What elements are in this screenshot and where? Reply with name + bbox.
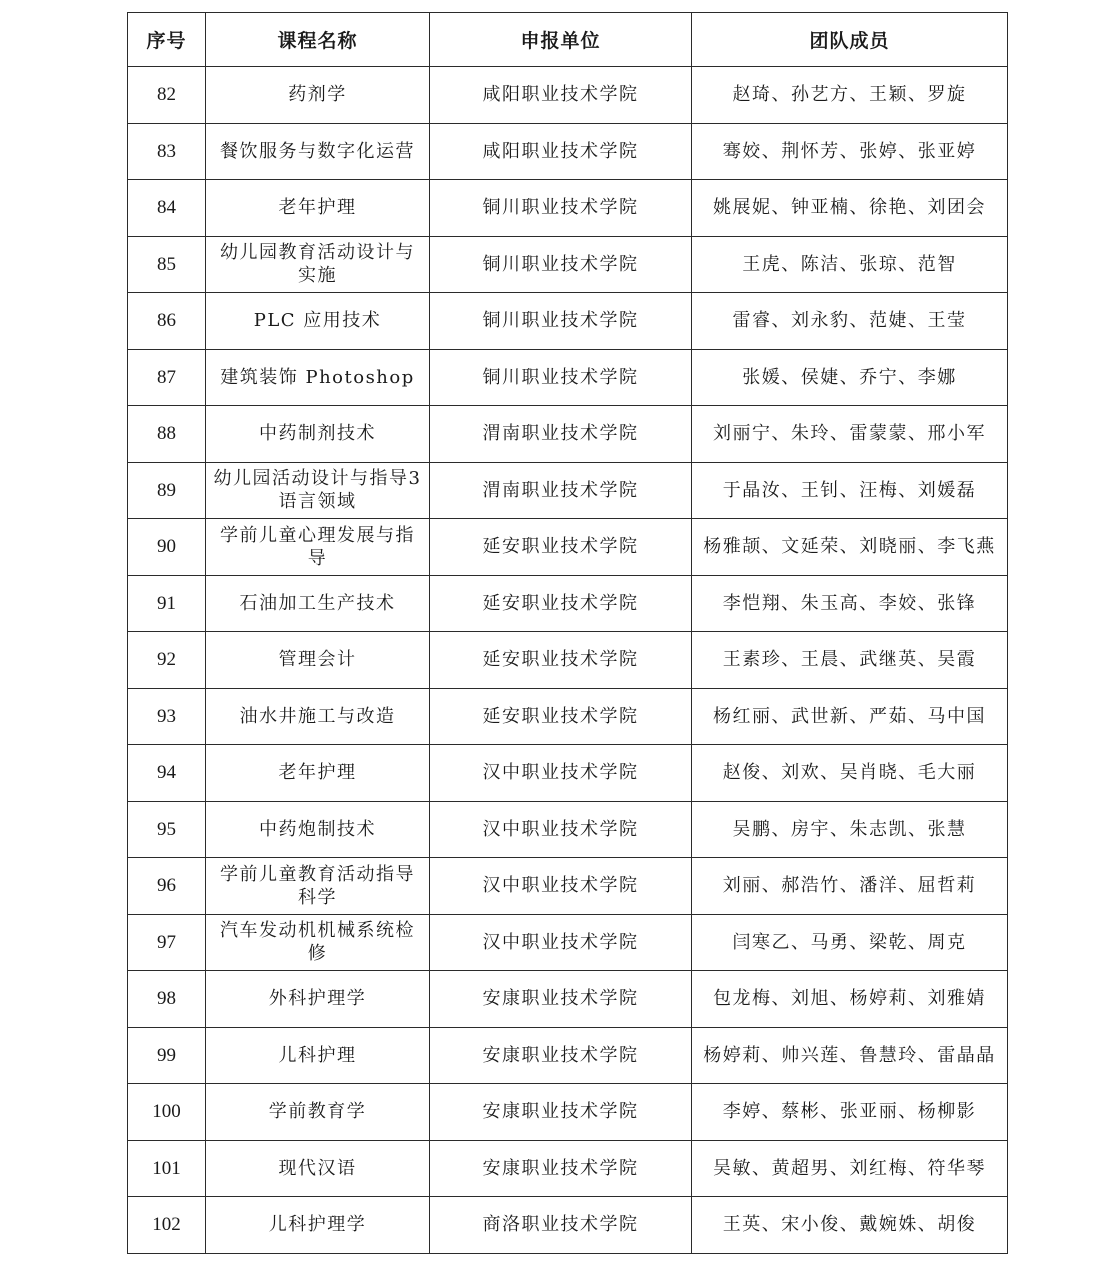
cell-applicant-unit: 安康职业技术学院 xyxy=(430,971,692,1028)
cell-index: 93 xyxy=(128,688,206,745)
cell-team-members: 王素珍、王晨、武继英、吴霞 xyxy=(692,632,1008,689)
cell-index: 92 xyxy=(128,632,206,689)
cell-course-name: 中药制剂技术 xyxy=(206,406,430,463)
cell-applicant-unit: 延安职业技术学院 xyxy=(430,519,692,576)
cell-team-members: 吴鹏、房宇、朱志凯、张慧 xyxy=(692,801,1008,858)
cell-course-name: 餐饮服务与数字化运营 xyxy=(206,123,430,180)
cell-applicant-unit: 铜川职业技术学院 xyxy=(430,236,692,293)
cell-applicant-unit: 延安职业技术学院 xyxy=(430,688,692,745)
header-team-members: 团队成员 xyxy=(692,13,1008,67)
table-row xyxy=(128,1027,1008,1084)
cell-index: 91 xyxy=(128,575,206,632)
cell-index: 90 xyxy=(128,519,206,576)
cell-team-members: 杨婷莉、帅兴莲、鲁慧玲、雷晶晶 xyxy=(692,1027,1008,1084)
cell-course-name: 建筑装饰 Photoshop xyxy=(206,349,430,406)
cell-team-members: 骞姣、荆怀芳、张婷、张亚婷 xyxy=(692,123,1008,180)
cell-team-members: 刘丽、郝浩竹、潘洋、屈哲莉 xyxy=(692,858,1008,915)
header-applicant-unit: 申报单位 xyxy=(430,13,692,67)
cell-course-name: 幼儿园教育活动设计与实施 xyxy=(206,236,430,293)
table-body xyxy=(128,67,1008,1254)
cell-index: 97 xyxy=(128,914,206,971)
cell-index: 88 xyxy=(128,406,206,463)
cell-index: 96 xyxy=(128,858,206,915)
cell-team-members: 于晶汝、王钊、汪梅、刘媛磊 xyxy=(692,462,1008,519)
table-row xyxy=(128,67,1008,124)
table-row xyxy=(128,519,1008,576)
cell-applicant-unit: 咸阳职业技术学院 xyxy=(430,67,692,124)
cell-team-members: 闫寒乙、马勇、梁乾、周克 xyxy=(692,914,1008,971)
cell-applicant-unit: 渭南职业技术学院 xyxy=(430,406,692,463)
table-row xyxy=(128,123,1008,180)
table-row xyxy=(128,745,1008,802)
cell-team-members: 杨雅颉、文延荣、刘晓丽、李飞燕 xyxy=(692,519,1008,576)
table-row xyxy=(128,632,1008,689)
cell-course-name: 管理会计 xyxy=(206,632,430,689)
cell-team-members: 雷睿、刘永豹、范婕、王莹 xyxy=(692,293,1008,350)
table-row xyxy=(128,236,1008,293)
cell-applicant-unit: 安康职业技术学院 xyxy=(430,1027,692,1084)
cell-course-name: 老年护理 xyxy=(206,180,430,237)
cell-applicant-unit: 安康职业技术学院 xyxy=(430,1140,692,1197)
cell-index: 83 xyxy=(128,123,206,180)
cell-team-members: 赵俊、刘欢、吴肖晓、毛大丽 xyxy=(692,745,1008,802)
cell-course-name: 儿科护理学 xyxy=(206,1197,430,1254)
cell-applicant-unit: 汉中职业技术学院 xyxy=(430,745,692,802)
table-row xyxy=(128,801,1008,858)
cell-course-name: 汽车发动机机械系统检修 xyxy=(206,914,430,971)
cell-team-members: 包龙梅、刘旭、杨婷莉、刘雅婧 xyxy=(692,971,1008,1028)
cell-team-members: 李婷、蔡彬、张亚丽、杨柳影 xyxy=(692,1084,1008,1141)
cell-index: 99 xyxy=(128,1027,206,1084)
table-row xyxy=(128,971,1008,1028)
cell-team-members: 吴敏、黄超男、刘红梅、符华琴 xyxy=(692,1140,1008,1197)
cell-applicant-unit: 商洛职业技术学院 xyxy=(430,1197,692,1254)
cell-course-name: 儿科护理 xyxy=(206,1027,430,1084)
table-row xyxy=(128,575,1008,632)
table-row xyxy=(128,1140,1008,1197)
cell-index: 94 xyxy=(128,745,206,802)
cell-index: 84 xyxy=(128,180,206,237)
cell-team-members: 赵琦、孙艺方、王颖、罗旋 xyxy=(692,67,1008,124)
cell-applicant-unit: 咸阳职业技术学院 xyxy=(430,123,692,180)
cell-course-name: 油水井施工与改造 xyxy=(206,688,430,745)
cell-index: 98 xyxy=(128,971,206,1028)
cell-applicant-unit: 铜川职业技术学院 xyxy=(430,349,692,406)
table-header-row xyxy=(128,13,1008,67)
cell-team-members: 李恺翔、朱玉高、李姣、张锋 xyxy=(692,575,1008,632)
cell-team-members: 姚展妮、钟亚楠、徐艳、刘团会 xyxy=(692,180,1008,237)
table-row xyxy=(128,688,1008,745)
cell-index: 101 xyxy=(128,1140,206,1197)
cell-course-name: 学前儿童教育活动指导科学 xyxy=(206,858,430,915)
cell-team-members: 王英、宋小俊、戴婉姝、胡俊 xyxy=(692,1197,1008,1254)
cell-applicant-unit: 汉中职业技术学院 xyxy=(430,914,692,971)
cell-applicant-unit: 铜川职业技术学院 xyxy=(430,293,692,350)
table-row xyxy=(128,1084,1008,1141)
cell-course-name: 现代汉语 xyxy=(206,1140,430,1197)
header-index: 序号 xyxy=(128,13,206,67)
cell-course-name: 中药炮制技术 xyxy=(206,801,430,858)
table-row xyxy=(128,349,1008,406)
cell-applicant-unit: 汉中职业技术学院 xyxy=(430,801,692,858)
table-row xyxy=(128,462,1008,519)
table-row xyxy=(128,406,1008,463)
cell-applicant-unit: 铜川职业技术学院 xyxy=(430,180,692,237)
cell-index: 86 xyxy=(128,293,206,350)
cell-index: 82 xyxy=(128,67,206,124)
cell-index: 95 xyxy=(128,801,206,858)
cell-index: 102 xyxy=(128,1197,206,1254)
cell-team-members: 杨红丽、武世新、严茹、马中国 xyxy=(692,688,1008,745)
table-row xyxy=(128,858,1008,915)
cell-team-members: 王虎、陈洁、张琼、范智 xyxy=(692,236,1008,293)
table-row xyxy=(128,293,1008,350)
header-course-name: 课程名称 xyxy=(206,13,430,67)
cell-index: 100 xyxy=(128,1084,206,1141)
cell-applicant-unit: 渭南职业技术学院 xyxy=(430,462,692,519)
table-row xyxy=(128,180,1008,237)
cell-course-name: 药剂学 xyxy=(206,67,430,124)
cell-applicant-unit: 汉中职业技术学院 xyxy=(430,858,692,915)
cell-index: 85 xyxy=(128,236,206,293)
course-table xyxy=(127,12,1008,1254)
cell-course-name: 外科护理学 xyxy=(206,971,430,1028)
cell-applicant-unit: 延安职业技术学院 xyxy=(430,575,692,632)
cell-course-name: 石油加工生产技术 xyxy=(206,575,430,632)
cell-applicant-unit: 延安职业技术学院 xyxy=(430,632,692,689)
cell-course-name: PLC 应用技术 xyxy=(206,293,430,350)
cell-index: 87 xyxy=(128,349,206,406)
cell-course-name: 幼儿园活动设计与指导3语言领域 xyxy=(206,462,430,519)
cell-course-name: 老年护理 xyxy=(206,745,430,802)
cell-index: 89 xyxy=(128,462,206,519)
cell-team-members: 张媛、侯婕、乔宁、李娜 xyxy=(692,349,1008,406)
cell-course-name: 学前儿童心理发展与指导 xyxy=(206,519,430,576)
cell-team-members: 刘丽宁、朱玲、雷蒙蒙、邢小军 xyxy=(692,406,1008,463)
table-row xyxy=(128,1197,1008,1254)
cell-course-name: 学前教育学 xyxy=(206,1084,430,1141)
table-row xyxy=(128,914,1008,971)
cell-applicant-unit: 安康职业技术学院 xyxy=(430,1084,692,1141)
